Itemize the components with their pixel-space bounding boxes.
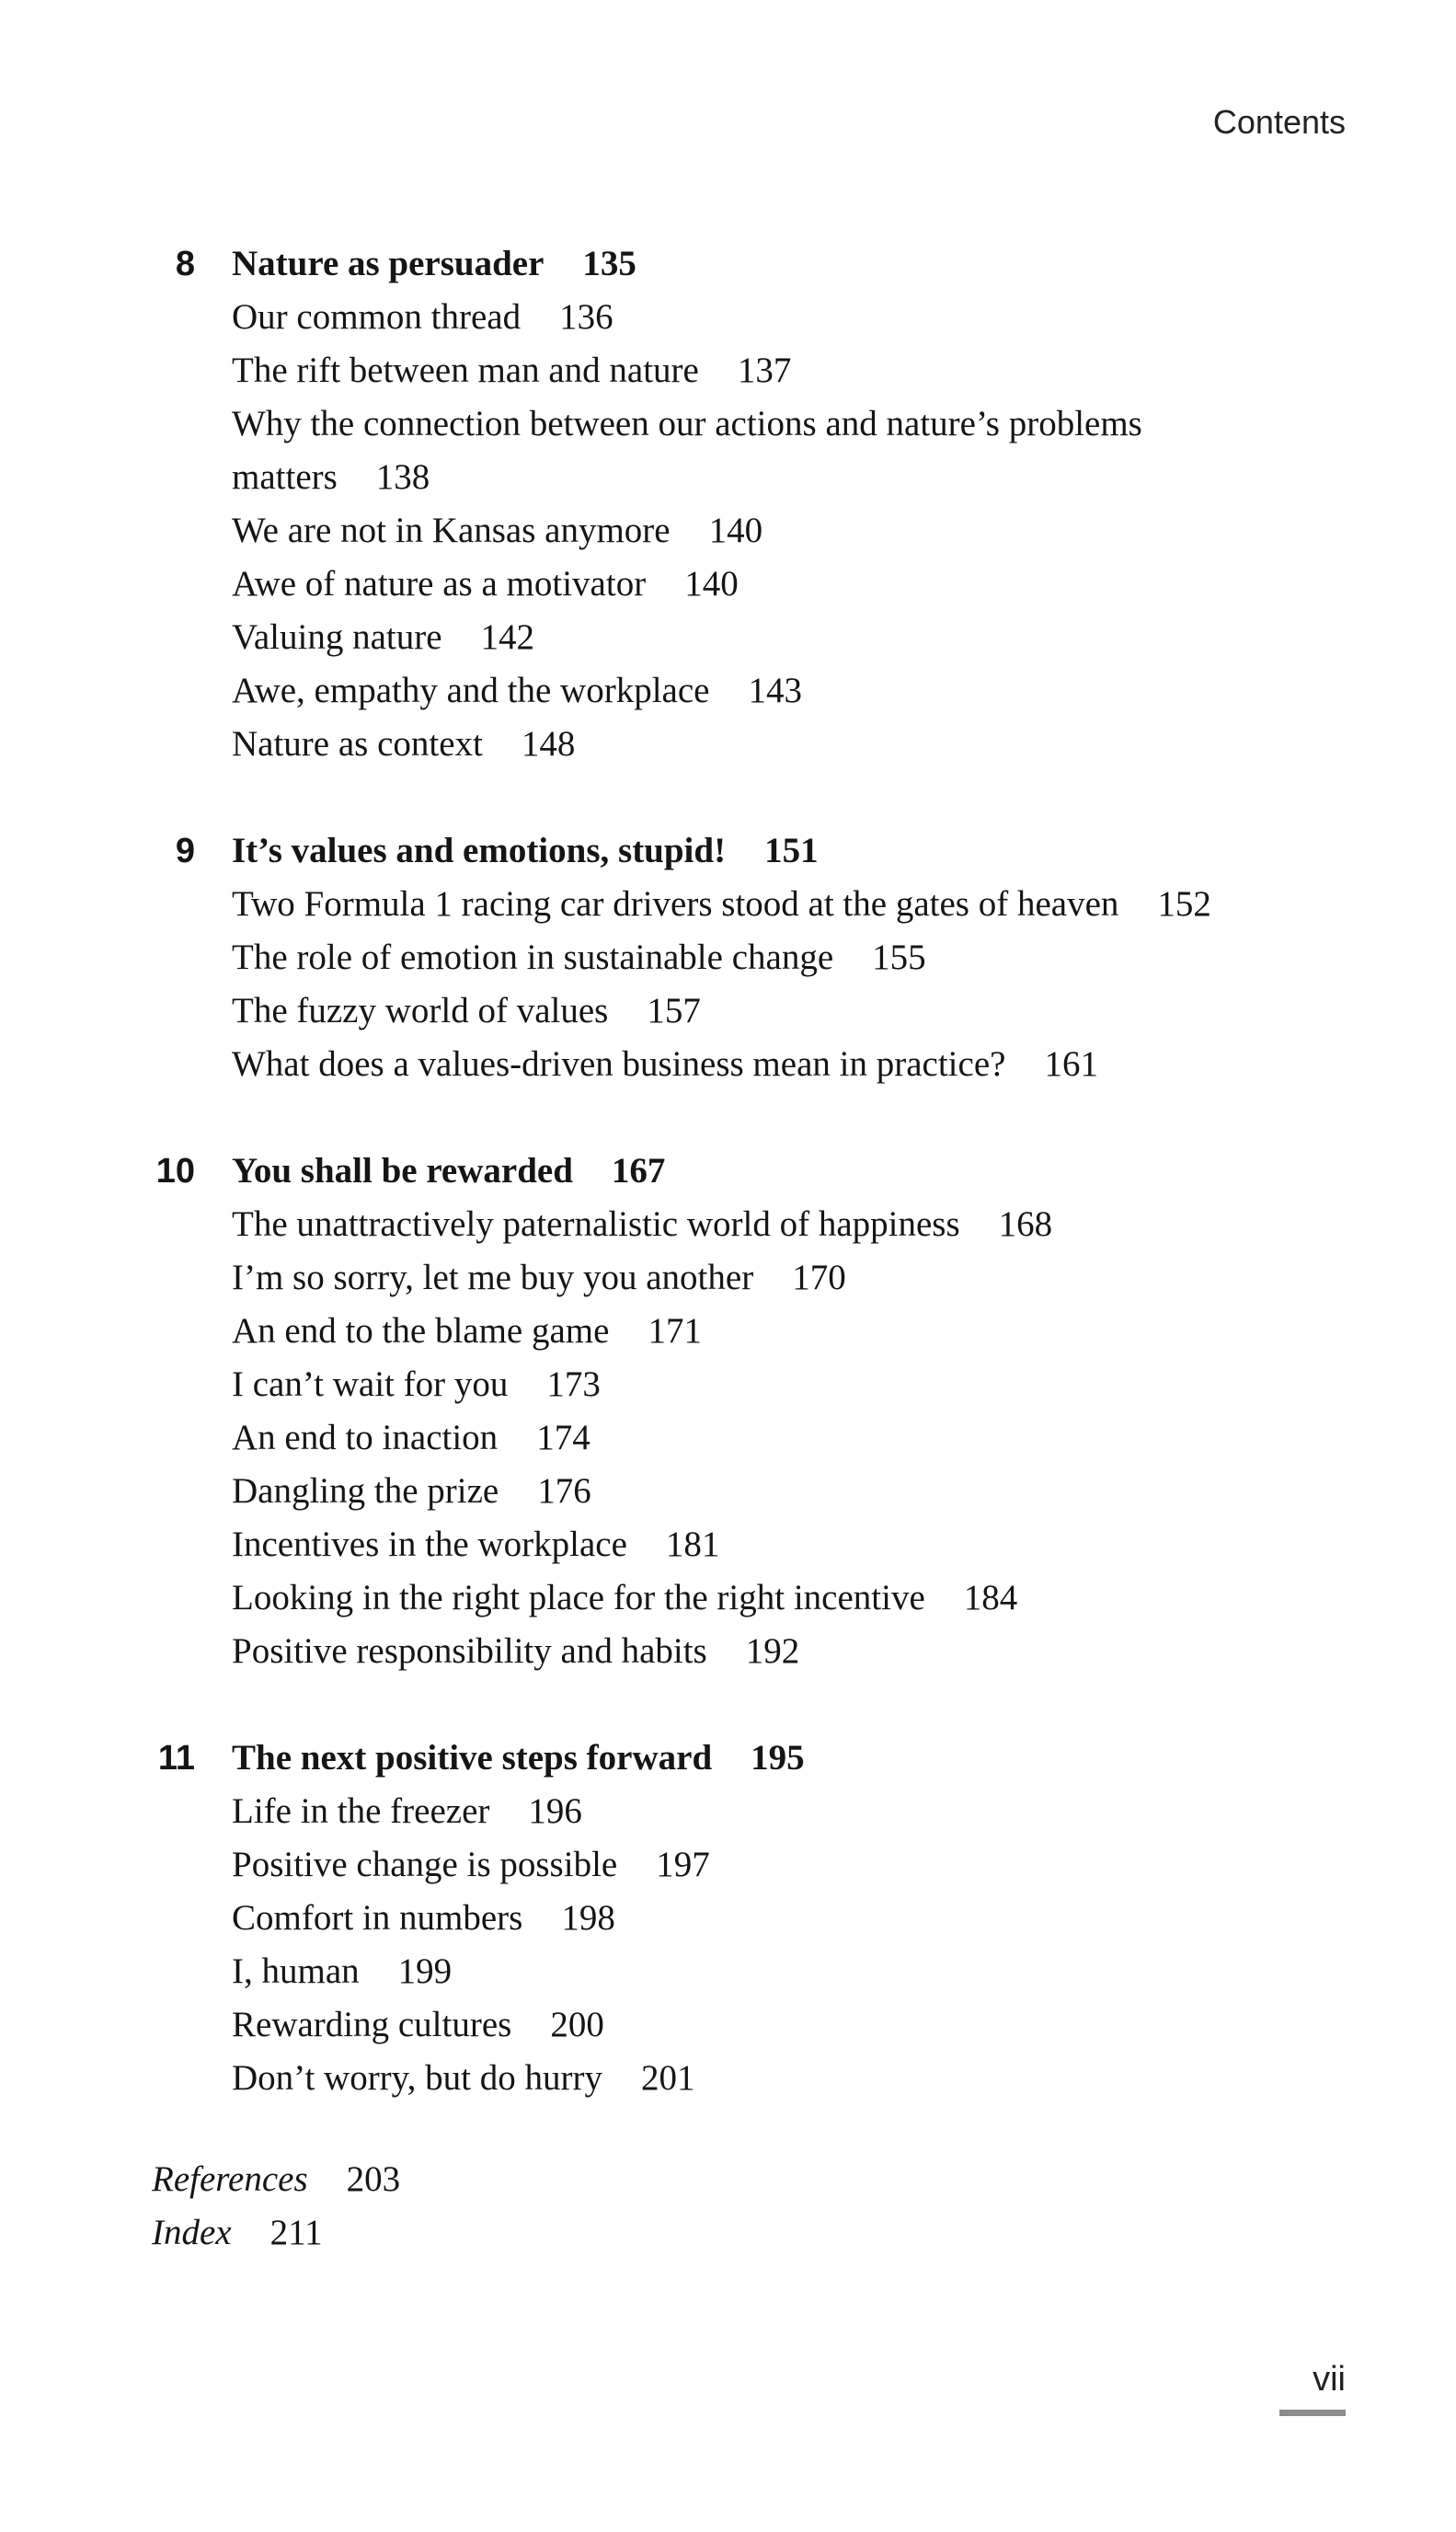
toc-entry-page: 181: [665, 1525, 720, 1564]
toc-entry-page: 197: [656, 1845, 710, 1884]
end-matter-page: 203: [346, 2159, 401, 2199]
end-matter-label: Index: [152, 2213, 232, 2252]
chapter-page: 195: [751, 1738, 805, 1778]
chapter-block: [0, 1732, 1456, 2105]
toc-entry-page: 136: [559, 297, 613, 337]
toc-entry-title: Don’t worry, but do hurry: [232, 2058, 602, 2098]
toc-entry[interactable]: [0, 1198, 1225, 1251]
chapter-block: [0, 1145, 1456, 1678]
toc-entry[interactable]: [0, 931, 1225, 984]
chapter-title: Nature as persuader: [232, 244, 545, 283]
chapter-number: 11: [157, 1739, 195, 1778]
chapter-heading[interactable]: [0, 824, 1456, 878]
toc-entry-page: 176: [537, 1471, 591, 1511]
folio-rule: [1279, 2410, 1346, 2416]
toc-entry[interactable]: [0, 878, 1225, 931]
toc-entry-page: 148: [521, 724, 576, 764]
table-of-contents: [0, 237, 1456, 2158]
toc-entry[interactable]: [0, 2052, 1225, 2105]
toc-entry-page: 170: [792, 1258, 846, 1297]
toc-entry-title: Life in the freezer: [232, 1791, 490, 1831]
toc-entry[interactable]: [0, 718, 1225, 771]
toc-entry-page: 140: [708, 511, 763, 550]
toc-entry[interactable]: [0, 1251, 1225, 1305]
toc-entry-title: Awe, empathy and the workplace: [232, 671, 710, 710]
chapter-page: 135: [582, 244, 636, 283]
toc-entry-title: Two Formula 1 racing car drivers stood at the gates of heaven: [232, 884, 1119, 924]
toc-entry-page: 168: [998, 1204, 1053, 1244]
toc-entry[interactable]: [0, 504, 1225, 558]
toc-entry-page: 192: [745, 1631, 800, 1671]
toc-entry-page: 138: [375, 457, 430, 497]
toc-entry[interactable]: [0, 344, 1225, 397]
toc-entry-title: Nature as context: [232, 724, 483, 764]
chapter-heading[interactable]: [0, 1732, 1456, 1785]
toc-entry[interactable]: [0, 1625, 1225, 1678]
toc-entry-page: 140: [684, 564, 739, 604]
toc-entry-title: Incentives in the workplace: [232, 1525, 627, 1564]
end-matter-item[interactable]: [152, 2206, 400, 2260]
toc-entry[interactable]: [0, 1305, 1225, 1358]
toc-entry[interactable]: [0, 611, 1225, 664]
toc-entry-title: Awe of nature as a motivator: [232, 564, 647, 604]
toc-entry-page: 157: [647, 991, 701, 1030]
toc-entry-page: 155: [872, 938, 926, 977]
chapter-heading[interactable]: [0, 1145, 1456, 1198]
toc-entry-page: 198: [561, 1898, 615, 1938]
toc-entry-page: 143: [748, 671, 802, 710]
chapter-block: [0, 237, 1456, 771]
toc-entry-title: An end to the blame game: [232, 1311, 610, 1351]
toc-entry-title: Why the connection between our actions and nature’s problems matters: [232, 404, 1142, 497]
toc-entry-page: 171: [648, 1311, 702, 1351]
chapter-heading[interactable]: [0, 237, 1456, 291]
toc-entry[interactable]: [0, 397, 1225, 504]
toc-entry[interactable]: [0, 291, 1225, 344]
toc-entry[interactable]: [0, 1411, 1225, 1465]
toc-entry[interactable]: [0, 1998, 1225, 2052]
chapter-page: 167: [611, 1151, 666, 1191]
toc-entry[interactable]: [0, 664, 1225, 718]
toc-entry-title: I can’t wait for you: [232, 1364, 509, 1404]
toc-entry[interactable]: [0, 1518, 1225, 1571]
toc-entry-page: 200: [550, 2005, 604, 2044]
chapter-number: 8: [175, 245, 195, 283]
end-matter-item[interactable]: [152, 2153, 400, 2206]
end-matter: [152, 2153, 400, 2260]
toc-entry-title: The rift between man and nature: [232, 351, 699, 390]
chapter-number: 10: [155, 1152, 195, 1191]
chapter-block: [0, 824, 1456, 1091]
end-matter-page: 211: [269, 2213, 323, 2252]
toc-entry-title: Looking in the right place for the right incentive: [232, 1578, 925, 1617]
toc-entry-title: The fuzzy world of values: [232, 991, 609, 1030]
toc-entry[interactable]: [0, 1465, 1225, 1518]
toc-entry-title: I’m so sorry, let me buy you another: [232, 1258, 754, 1297]
toc-entry-page: 173: [546, 1364, 601, 1404]
toc-entry-title: Dangling the prize: [232, 1471, 499, 1511]
chapter-title: You shall be rewarded: [232, 1151, 573, 1191]
running-head: Contents: [1212, 103, 1346, 141]
toc-entry[interactable]: [0, 1785, 1225, 1838]
toc-entry-title: The role of emotion in sustainable change: [232, 938, 834, 977]
chapter-number: 9: [175, 832, 195, 870]
toc-entry-page: 174: [536, 1418, 590, 1457]
toc-entry[interactable]: [0, 984, 1225, 1038]
chapter-page: 151: [764, 831, 819, 870]
toc-entry-page: 184: [963, 1578, 1018, 1617]
toc-entry-page: 199: [397, 1951, 453, 1991]
toc-entry-title: An end to inaction: [232, 1418, 499, 1457]
toc-entry[interactable]: [0, 1571, 1225, 1625]
toc-entry-page: 201: [640, 2058, 695, 2098]
toc-entry-title: Positive change is possible: [232, 1845, 618, 1884]
toc-entry-title: Comfort in numbers: [232, 1898, 523, 1938]
chapter-title: The next positive steps forward: [232, 1738, 713, 1778]
toc-entry-title: Rewarding cultures: [232, 2005, 512, 2044]
page-number: vii: [1313, 2360, 1346, 2399]
toc-entry[interactable]: [0, 1945, 1225, 1998]
toc-entry[interactable]: [0, 558, 1225, 611]
toc-entry[interactable]: [0, 1892, 1225, 1945]
toc-entry-title: We are not in Kansas anymore: [232, 511, 671, 550]
toc-entry[interactable]: [0, 1358, 1225, 1411]
toc-entry-title: Valuing nature: [232, 617, 442, 657]
end-matter-label: References: [152, 2159, 308, 2199]
toc-entry[interactable]: [0, 1838, 1225, 1892]
chapter-title: It’s values and emotions, stupid!: [232, 831, 727, 870]
toc-entry-page: 161: [1044, 1044, 1098, 1084]
toc-entry-page: 196: [528, 1791, 582, 1831]
toc-entry-title: What does a values-driven business mean in practice?: [232, 1044, 1006, 1084]
toc-entry-title: Positive responsibility and habits: [232, 1631, 707, 1671]
toc-entry[interactable]: [0, 1038, 1225, 1091]
toc-entry-title: I, human: [232, 1951, 360, 1991]
toc-entry-page: 142: [480, 617, 535, 657]
toc-entry-page: 152: [1157, 884, 1211, 924]
toc-entry-title: The unattractively paternalistic world of happiness: [232, 1204, 960, 1244]
toc-entry-page: 137: [737, 351, 792, 390]
toc-entry-title: Our common thread: [232, 297, 522, 337]
